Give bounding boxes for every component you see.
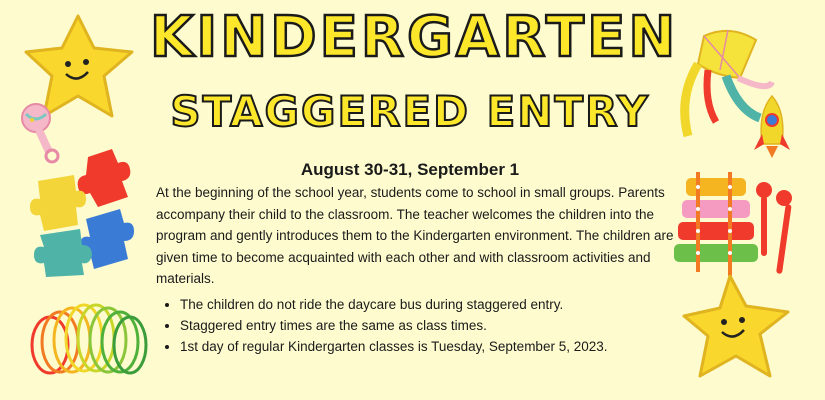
list-item: • The children do not ride the daycare bus during staggered entry. — [180, 294, 690, 315]
page-subtitle: STAGGERED ENTRY — [170, 87, 650, 136]
info-list — [160, 294, 690, 357]
list-item: • 1st day of regular Kindergarten classes is Tuesday, September 5, 2023. — [180, 336, 690, 357]
slinky-icon — [28, 300, 153, 380]
puzzle-icon — [28, 145, 158, 280]
rocket-icon — [752, 94, 792, 162]
page-title: KINDERGARTEN — [150, 5, 679, 70]
xylophone-icon — [672, 168, 797, 278]
star-icon — [680, 272, 795, 387]
entry-dates: August 30-31, September 1 — [300, 160, 520, 179]
list-item: • Staggered entry times are the same as class times. — [180, 315, 690, 336]
intro-paragraph: At the beginning of the school year, students come to school in small groups. Parents accompany their child to the classroom. The teacher welcomes the children into the program and gently introduces them to the Kindergarten environment. The children are given time to become acquainted with each other and with classroom activities and materials. — [156, 185, 674, 286]
